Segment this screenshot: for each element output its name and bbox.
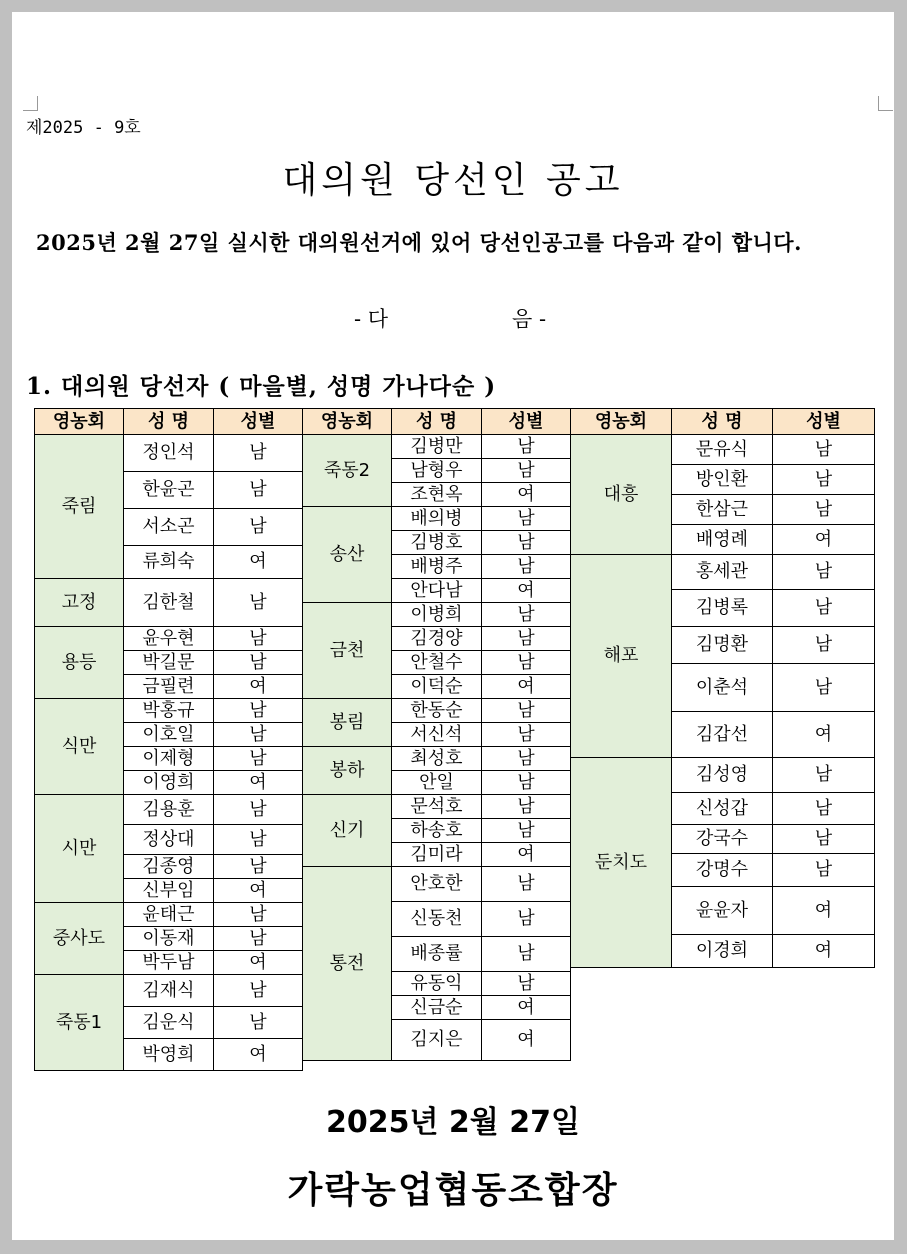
name-cell: 안철수 [391,650,482,675]
footer-organization: 가락농업협동조합장 [287,1170,619,1211]
gender-cell: 여 [213,878,303,903]
name-cell: 문유식 [671,434,773,465]
gender-cell: 남 [481,794,571,819]
name-cell: 김병호 [391,530,482,555]
document-number: 제2025 - 9호 [26,118,141,138]
name-cell: 이춘석 [671,663,773,712]
gender-cell: 남 [213,926,303,951]
gender-cell: 남 [772,589,875,627]
name-cell: 이동재 [123,926,214,951]
section-heading: 1. 대의원 당선자 ( 마을별, 성명 가나다순 ) [26,373,497,400]
name-cell: 배영례 [671,524,773,555]
gender-cell: 남 [481,866,571,902]
header-gender: 성별 [213,408,303,435]
name-cell: 방인환 [671,464,773,495]
name-cell: 김성영 [671,757,773,793]
gender-cell: 남 [772,434,875,465]
gender-cell: 남 [481,770,571,795]
name-cell: 김병만 [391,434,482,459]
name-cell: 서소곤 [123,508,214,546]
gender-cell: 남 [772,853,875,887]
gender-cell: 여 [213,770,303,795]
gender-cell: 남 [481,458,571,483]
name-cell: 강명수 [671,853,773,887]
name-cell: 신금순 [391,995,482,1020]
name-cell: 한윤곤 [123,471,214,509]
gender-cell: 남 [481,971,571,996]
name-cell: 박홍규 [123,698,214,723]
village-cell: 금천 [302,602,392,699]
gender-cell: 남 [213,902,303,927]
name-cell: 이경희 [671,934,773,968]
name-cell: 정인석 [123,434,214,472]
name-cell: 이호일 [123,722,214,747]
document-page [12,12,894,1240]
name-cell: 배종률 [391,936,482,972]
village-cell: 중사도 [34,902,124,975]
name-cell: 이병희 [391,602,482,627]
village-cell: 봉림 [302,698,392,747]
header-village: 영농회 [34,408,124,435]
gender-cell: 남 [481,650,571,675]
name-cell: 최성호 [391,746,482,771]
name-cell: 김미라 [391,842,482,867]
gender-cell: 남 [481,554,571,579]
gender-cell: 남 [481,698,571,723]
gender-cell: 남 [213,746,303,771]
name-cell: 박두남 [123,950,214,975]
village-cell: 식만 [34,698,124,795]
village-cell: 신기 [302,794,392,867]
name-cell: 김명환 [671,626,773,664]
name-cell: 문석호 [391,794,482,819]
name-cell: 김운식 [123,1006,214,1039]
gender-cell: 남 [213,508,303,546]
name-cell: 이영희 [123,770,214,795]
village-cell: 시만 [34,794,124,903]
gender-cell: 남 [213,794,303,825]
gender-cell: 남 [213,722,303,747]
name-cell: 서신석 [391,722,482,747]
gender-cell: 남 [213,974,303,1007]
gender-cell: 여 [213,545,303,579]
name-cell: 신동천 [391,901,482,937]
gender-cell: 남 [772,824,875,854]
gender-cell: 남 [772,663,875,712]
name-cell: 이제형 [123,746,214,771]
da-eum-right: 음 - [512,307,547,331]
gender-cell: 남 [772,464,875,495]
gender-cell: 여 [772,524,875,555]
name-cell: 강국수 [671,824,773,854]
gender-cell: 남 [772,626,875,664]
gender-cell: 여 [481,1019,571,1061]
name-cell: 김종영 [123,854,214,879]
village-cell: 용등 [34,626,124,699]
crop-mark-right [878,96,893,111]
name-cell: 한삼근 [671,494,773,525]
gender-cell: 남 [481,434,571,459]
header-village: 영농회 [570,408,672,435]
gender-cell: 남 [772,554,875,590]
gender-cell: 여 [481,842,571,867]
gender-cell: 여 [481,674,571,699]
gender-cell: 남 [213,650,303,675]
gender-cell: 남 [213,824,303,855]
gender-cell: 여 [213,950,303,975]
gender-cell: 남 [481,602,571,627]
village-cell: 봉하 [302,746,392,795]
name-cell: 이덕순 [391,674,482,699]
gender-cell: 남 [213,578,303,627]
village-cell: 고정 [34,578,124,627]
header-gender: 성별 [481,408,571,435]
name-cell: 김용훈 [123,794,214,825]
gender-cell: 남 [213,1006,303,1039]
gender-cell: 남 [772,792,875,825]
name-cell: 남형우 [391,458,482,483]
name-cell: 윤우현 [123,626,214,651]
name-cell: 김한철 [123,578,214,627]
header-village: 영농회 [302,408,392,435]
gender-cell: 여 [213,674,303,699]
gender-cell: 남 [481,901,571,937]
gender-cell: 여 [213,1038,303,1071]
village-cell: 죽동2 [302,434,392,507]
gender-cell: 남 [481,936,571,972]
name-cell: 하송호 [391,818,482,843]
name-cell: 조현옥 [391,482,482,507]
name-cell: 박영희 [123,1038,214,1071]
footer-date: 2025년 2월 27일 [326,1105,580,1140]
name-cell: 신성갑 [671,792,773,825]
village-cell: 통전 [302,866,392,1061]
name-cell: 김지은 [391,1019,482,1061]
gender-cell: 여 [772,711,875,758]
name-cell: 안호한 [391,866,482,902]
gender-cell: 남 [481,746,571,771]
name-cell: 김재식 [123,974,214,1007]
gender-cell: 남 [772,494,875,525]
name-cell: 안다남 [391,578,482,603]
name-cell: 김병록 [671,589,773,627]
page-title: 대의원 당선인 공고 [282,160,624,201]
name-cell: 안일 [391,770,482,795]
header-name: 성 명 [671,408,773,435]
village-cell: 둔치도 [570,757,672,968]
gender-cell: 남 [481,722,571,747]
gender-cell: 여 [481,995,571,1020]
gender-cell: 남 [481,626,571,651]
name-cell: 배병주 [391,554,482,579]
name-cell: 김경양 [391,626,482,651]
village-cell: 송산 [302,506,392,603]
gender-cell: 여 [772,934,875,968]
gender-cell: 남 [213,626,303,651]
village-cell: 해포 [570,554,672,758]
name-cell: 김갑선 [671,711,773,758]
gender-cell: 여 [772,886,875,935]
da-eum-left: - 다 [354,307,389,331]
name-cell: 홍세관 [671,554,773,590]
crop-mark-left [23,96,38,111]
village-cell: 죽림 [34,434,124,579]
gender-cell: 남 [481,530,571,555]
village-cell: 죽동1 [34,974,124,1071]
gender-cell: 남 [213,471,303,509]
gender-cell: 남 [213,854,303,879]
gender-cell: 남 [213,434,303,472]
gender-cell: 남 [772,757,875,793]
name-cell: 한동순 [391,698,482,723]
name-cell: 윤태근 [123,902,214,927]
name-cell: 금필련 [123,674,214,699]
gender-cell: 남 [213,698,303,723]
gender-cell: 남 [481,818,571,843]
name-cell: 박길문 [123,650,214,675]
name-cell: 정상대 [123,824,214,855]
intro-text: 2025년 2월 27일 실시한 대의원선거에 있어 당선인공고를 다음과 같이 합니다. [36,230,802,255]
name-cell: 유동익 [391,971,482,996]
name-cell: 윤윤자 [671,886,773,935]
name-cell: 배의병 [391,506,482,531]
name-cell: 신부임 [123,878,214,903]
name-cell: 류희숙 [123,545,214,579]
elected-delegates-table [34,408,876,1071]
gender-cell: 남 [481,506,571,531]
gender-cell: 여 [481,482,571,507]
gender-cell: 여 [481,578,571,603]
header-name: 성 명 [123,408,214,435]
header-gender: 성별 [772,408,875,435]
header-name: 성 명 [391,408,482,435]
village-cell: 대흥 [570,434,672,555]
